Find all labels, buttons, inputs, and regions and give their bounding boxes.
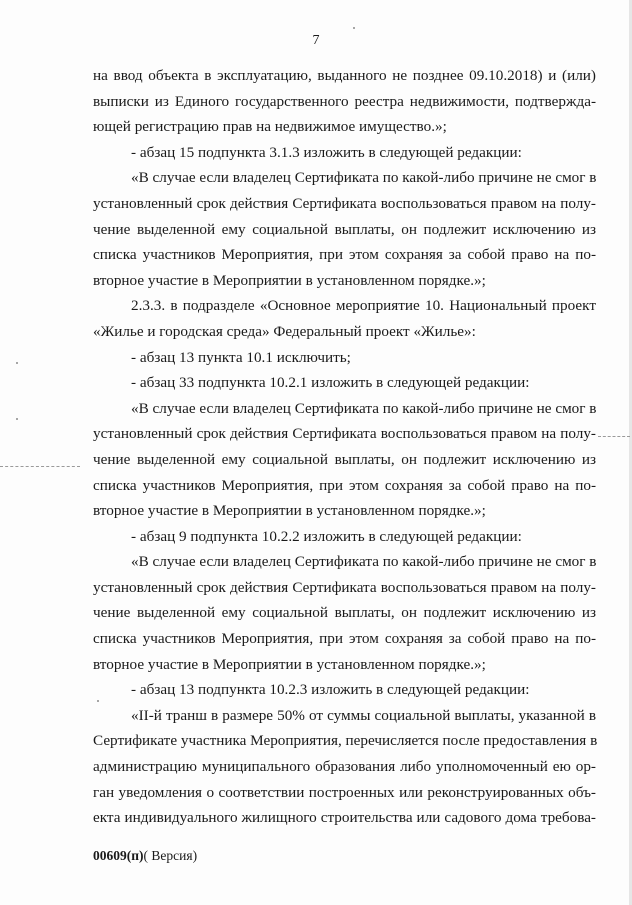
- text-line: ган уведомления о соответствии построенных или реконструированных объ-: [93, 783, 596, 801]
- text-line: ющей регистрацию прав на недвижимое имущество.»;: [93, 118, 447, 136]
- scan-dot: [16, 418, 18, 420]
- footer-version: ( Версия): [143, 848, 198, 863]
- footer-document-code: 00609(п): [93, 848, 144, 863]
- page-number: 7: [312, 33, 320, 48]
- text-line: вторное участие в Мероприятии в установленном порядке.»;: [93, 271, 486, 289]
- scan-artifact-right: [598, 436, 630, 437]
- text-line: администрацию муниципального образования либо уполномоченный ею ор-: [93, 758, 596, 776]
- text-line: - абзац 15 подпункта 3.1.3 изложить в следующей редакции:: [131, 143, 522, 161]
- text-line: на ввод объекта в эксплуатацию, выданного не позднее 09.10.2018) и (или): [93, 67, 596, 84]
- text-line: «II-й транш в размере 50% от суммы социальной выплаты, указанной в: [131, 706, 596, 724]
- text-line: 2.3.3. в подразделе «Основное мероприятие 10. Национальный проект: [131, 297, 596, 315]
- text-line: установленный срок действия Сертификата воспользоваться правом на полу-: [93, 578, 596, 596]
- document-body: [93, 63, 596, 831]
- text-line: «Жилье и городская среда» Федеральный проект «Жилье»:: [93, 322, 476, 340]
- text-line: вторное участие в Мероприятии в установленном порядке.»;: [93, 502, 486, 520]
- text-line: вторное участие в Мероприятии в установленном порядке.»;: [93, 655, 486, 673]
- text-line: списка участников Мероприятия, при этом сохраняя за собой право на по-: [93, 476, 596, 494]
- text-line: «В случае если владелец Сертификата по какой-либо причине не смог в: [131, 553, 597, 571]
- text-line: выписки из Единого государственного реестра недвижимости, подтвержда-: [93, 92, 596, 110]
- scan-dot: [16, 362, 18, 364]
- document-footer: [93, 848, 197, 864]
- text-line: чение выделенной ему социальной выплаты, он подлежит исключению из: [93, 450, 596, 468]
- text-line: Сертификате участника Мероприятия, перечисляется после предоставления в: [93, 732, 598, 750]
- text-line: «В случае если владелец Сертификата по какой-либо причине не смог в: [131, 169, 597, 187]
- text-line: списка участников Мероприятия, при этом сохраняя за собой право на по-: [93, 630, 596, 648]
- text-line: - абзац 9 подпункта 10.2.2 изложить в следующей редакции:: [131, 527, 522, 545]
- text-line: чение выделенной ему социальной выплаты, он подлежит исключению из: [93, 220, 596, 238]
- text-line: установленный срок действия Сертификата воспользоваться правом на полу-: [93, 194, 596, 212]
- text-line: списка участников Мероприятия, при этом сохраняя за собой право на по-: [93, 246, 596, 264]
- text-line: - абзац 13 пункта 10.1 исключить;: [131, 348, 351, 366]
- scan-artifact-left: [0, 466, 80, 467]
- scan-dot: [353, 27, 355, 29]
- text-line: «В случае если владелец Сертификата по какой-либо причине не смог в: [131, 399, 597, 417]
- text-line: - абзац 13 подпункта 10.2.3 изложить в следующей редакции:: [131, 681, 530, 699]
- scan-dot: [97, 700, 99, 702]
- text-line: - абзац 33 подпункта 10.2.1 изложить в следующей редакции:: [131, 374, 530, 392]
- text-line: екта индивидуального жилищного строительства или садового дома требова-: [93, 809, 596, 827]
- text-line: установленный срок действия Сертификата воспользоваться правом на полу-: [93, 425, 596, 443]
- text-line: чение выделенной ему социальной выплаты, он подлежит исключению из: [93, 604, 596, 622]
